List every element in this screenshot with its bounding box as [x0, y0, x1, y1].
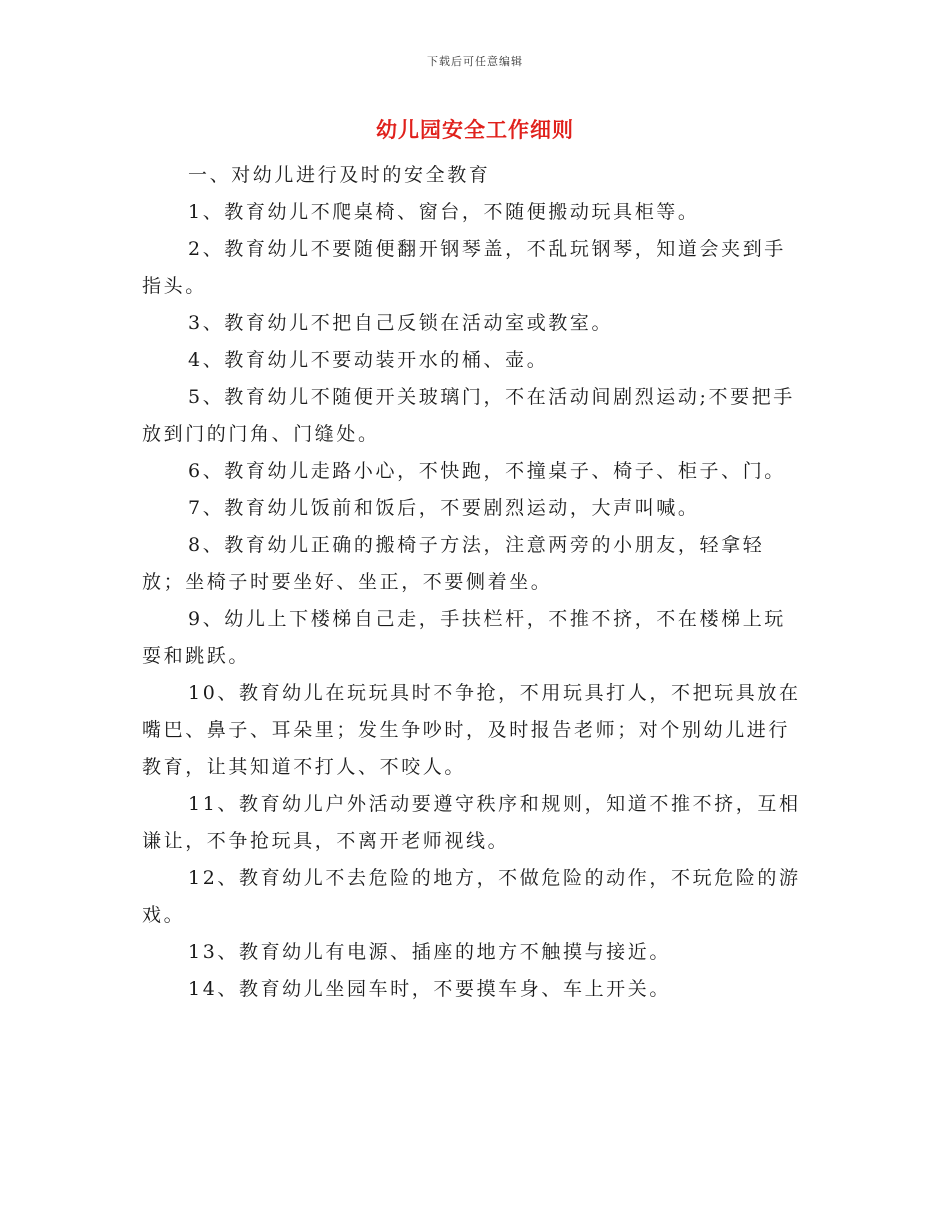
document-title: 幼儿园安全工作细则 — [376, 117, 574, 142]
rule-item-9: 9、幼儿上下楼梯自己走，手扶栏杆，不推不挤，不在楼梯上玩耍和跳跃。 — [142, 608, 786, 667]
rule-item-11: 11、教育幼儿户外活动要遵守秩序和规则，知道不推不挤，互相谦让，不争抢玩具，不离开老师视线。 — [142, 793, 801, 852]
rule-item-8: 8、教育幼儿正确的搬椅子方法，注意两旁的小朋友，轻拿轻放；坐椅子时要坐好、坐正，不要侧着坐。 — [142, 534, 765, 593]
rule-item-3: 3、教育幼儿不把自己反锁在活动室或教室。 — [188, 312, 614, 334]
rule-item-14: 14、教育幼儿坐园车时，不要摸车身、车上开关。 — [188, 978, 671, 1000]
rule-item-7: 7、教育幼儿饭前和饭后，不要剧烈运动，大声叫喊。 — [188, 497, 700, 519]
document-body — [142, 157, 807, 1008]
header-note: 下载后可任意编辑 — [427, 55, 523, 68]
rule-item-1: 1、教育幼儿不爬桌椅、窗台，不随便搬动玩具柜等。 — [188, 201, 700, 223]
rule-item-6: 6、教育幼儿走路小心，不快跑，不撞桌子、椅子、柜子、门。 — [188, 460, 786, 482]
rule-item-13: 13、教育幼儿有电源、插座的地方不触摸与接近。 — [188, 941, 671, 963]
rule-item-2: 2、教育幼儿不要随便翻开钢琴盖，不乱玩钢琴，知道会夹到手指头。 — [142, 238, 786, 297]
rule-item-5: 5、教育幼儿不随便开关玻璃门，不在活动间剧烈运动;不要把手放到门的门角、门缝处。 — [142, 386, 795, 445]
rule-item-12: 12、教育幼儿不去危险的地方，不做危险的动作，不玩危险的游戏。 — [142, 867, 801, 926]
section-heading: 一、对幼儿进行及时的安全教育 — [188, 164, 491, 186]
rule-item-4: 4、教育幼儿不要动装开水的桶、壶。 — [188, 349, 549, 371]
rule-item-10: 10、教育幼儿在玩玩具时不争抢，不用玩具打人，不把玩具放在嘴巴、鼻子、耳朵里；发生争吵时，及时报告老师；对个别幼儿进行教育，让其知道不打人、不咬人。 — [142, 682, 801, 778]
